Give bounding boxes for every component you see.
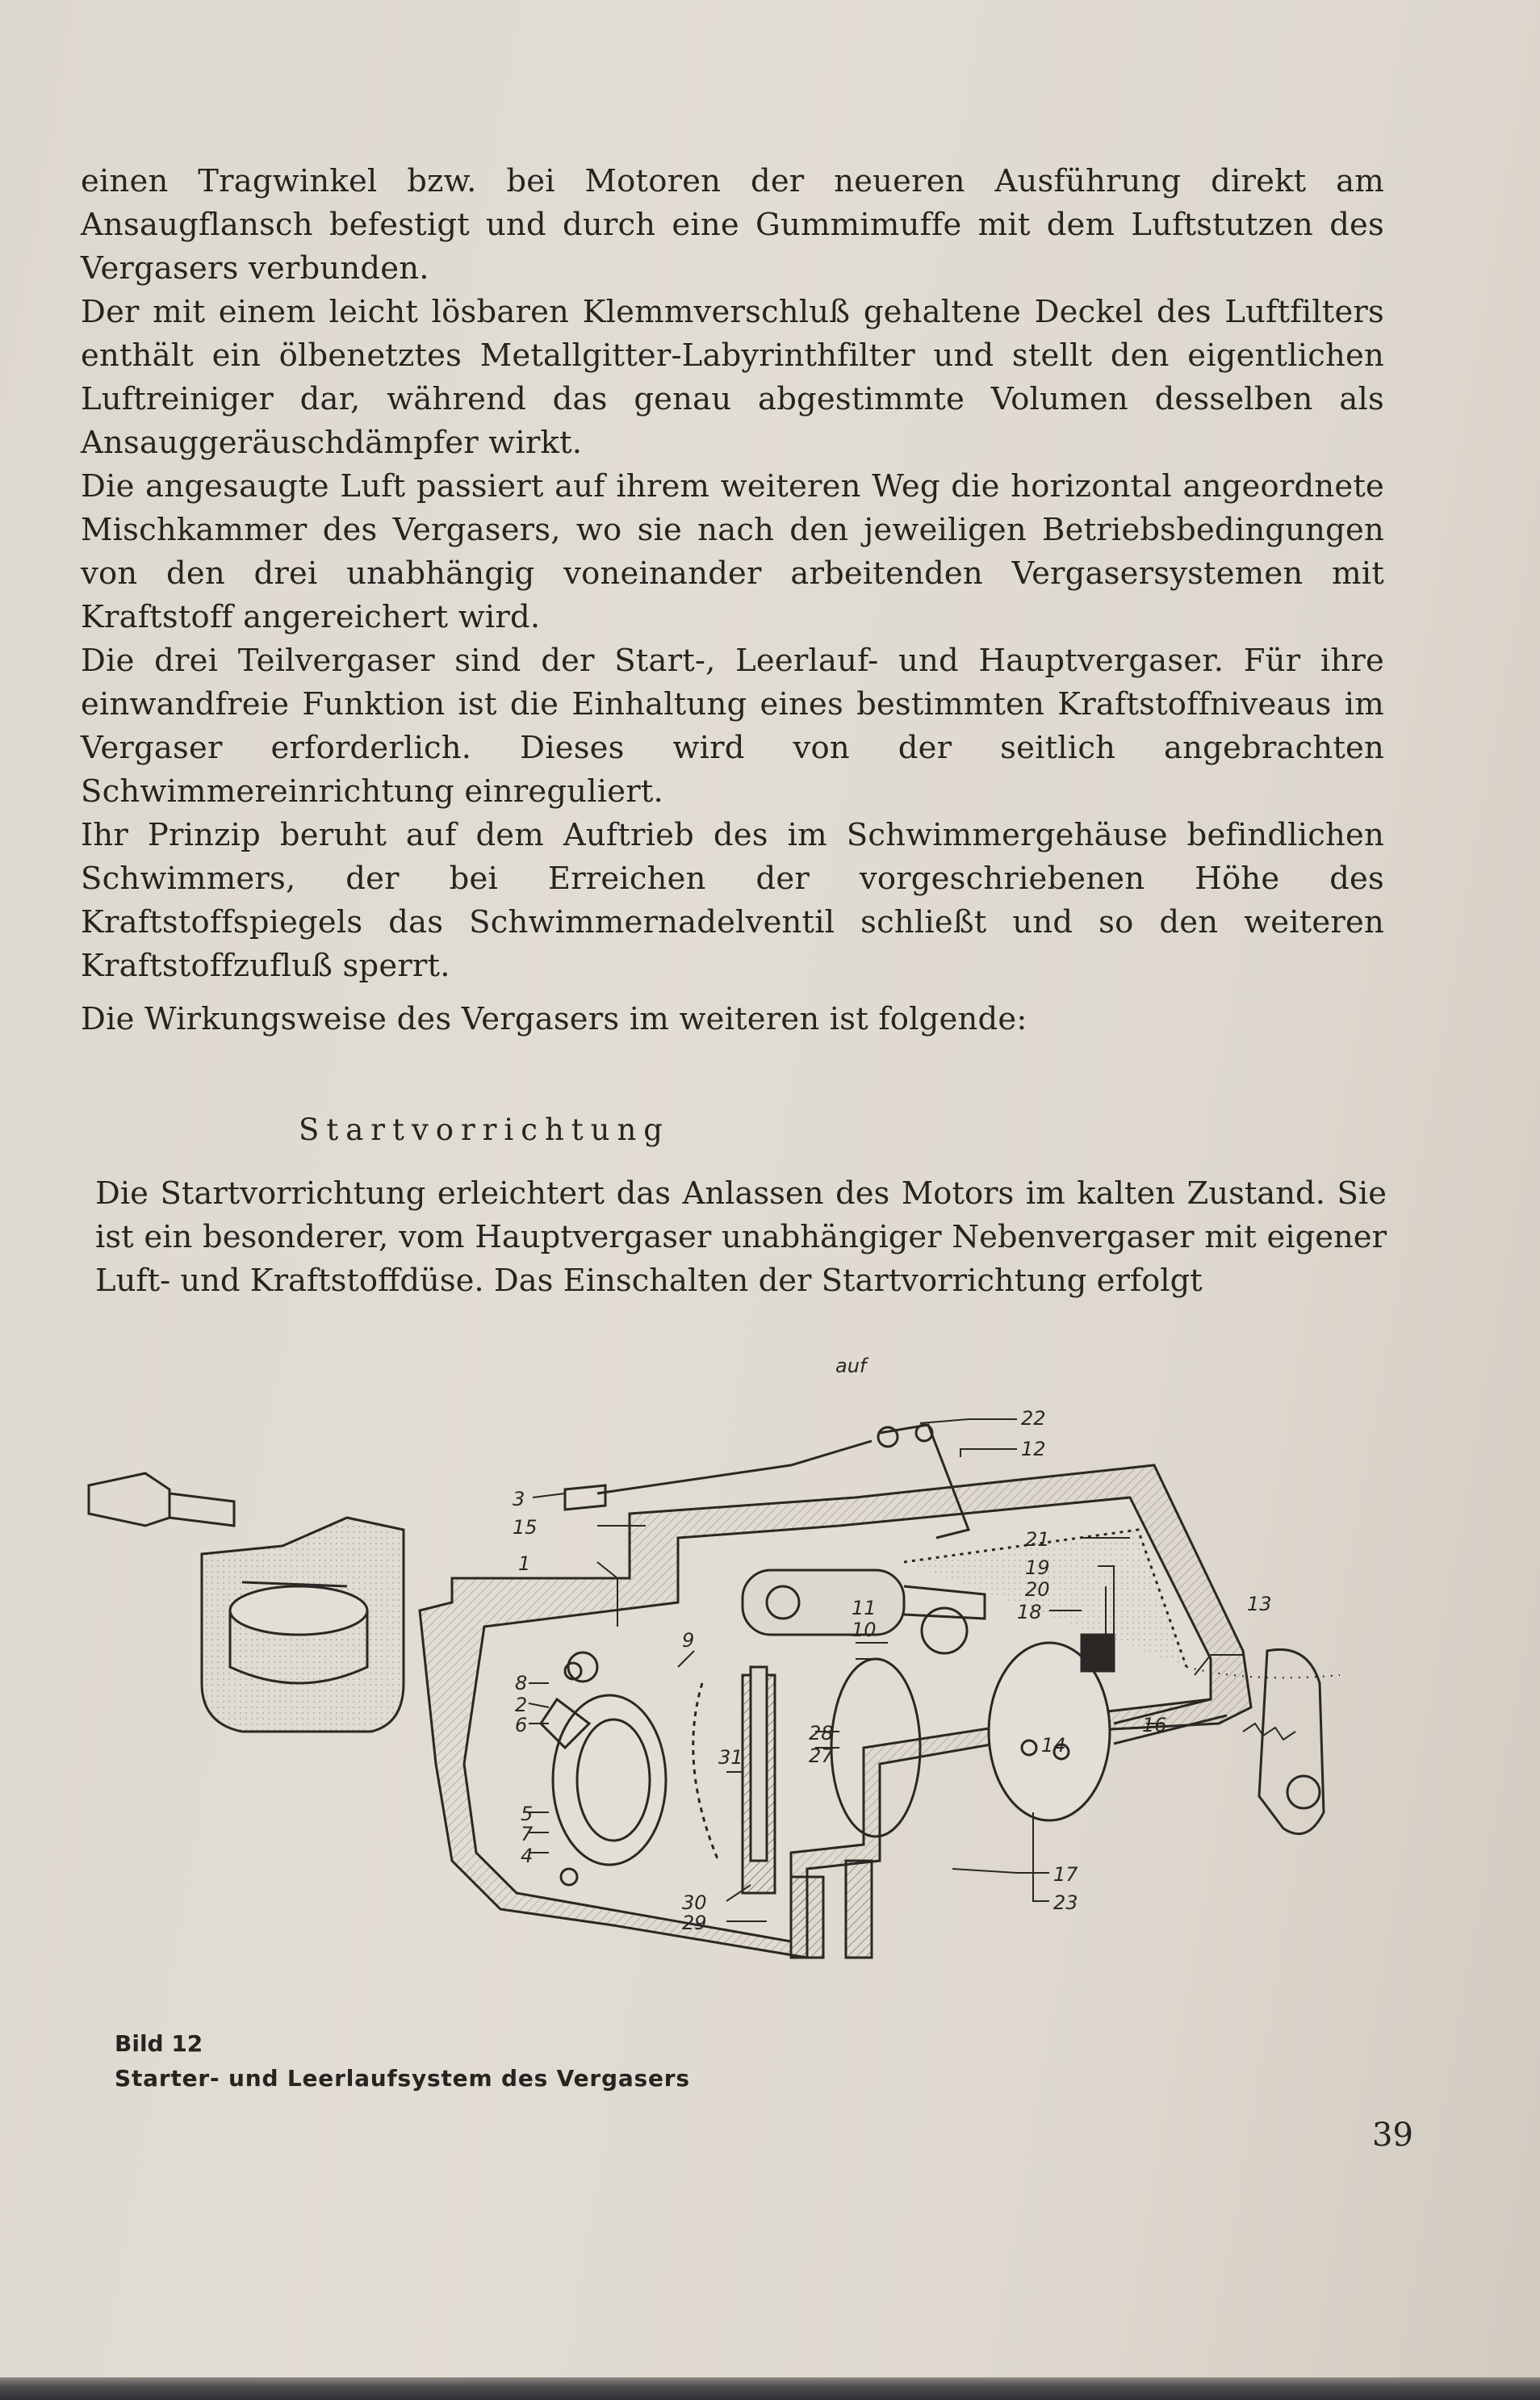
label-12: 12 <box>1021 1438 1046 1460</box>
paragraph-operation-intro: Die Wirkungsweise des Vergasers im weiteren ist folgende: <box>81 1001 1027 1037</box>
body-text <box>81 160 1384 1041</box>
label-29: 29 <box>682 1912 707 1934</box>
label-28: 28 <box>809 1722 834 1745</box>
label-5: 5 <box>521 1803 534 1825</box>
label-2: 2 <box>515 1694 528 1716</box>
label-22: 22 <box>1021 1407 1046 1430</box>
label-19: 19 <box>1025 1556 1050 1579</box>
label-7: 7 <box>521 1823 534 1845</box>
label-31: 31 <box>718 1746 743 1769</box>
label-1: 1 <box>518 1552 531 1575</box>
label-8: 8 <box>515 1672 528 1694</box>
section-heading: Startvorrichtung <box>299 1112 670 1147</box>
page-bottom-edge <box>0 2377 1540 2400</box>
label-18: 18 <box>1017 1601 1042 1623</box>
label-auf: auf <box>835 1355 867 1377</box>
label-6: 6 <box>515 1714 528 1736</box>
starter-cable <box>597 1441 872 1493</box>
paragraph-float-principle: Ihr Prinzip beruht auf dem Auftrieb des im Schwimmergehäuse befindlichen Schwimmers, der bei Erreichen der vorgeschriebenen Höhe des Kraftstoffspiegels das Schwimmernadelventil schließt und so den weiteren Kraftstoffzufluß sperrt. <box>81 817 1384 984</box>
carburetor-diagram <box>81 1344 1388 2087</box>
label-30: 30 <box>682 1891 707 1914</box>
label-11: 11 <box>852 1597 877 1619</box>
label-23: 23 <box>1053 1891 1078 1914</box>
label-21: 21 <box>1025 1528 1050 1551</box>
label-9: 9 <box>682 1629 695 1652</box>
label-10: 10 <box>852 1619 877 1641</box>
label-4: 4 <box>521 1845 534 1867</box>
paragraph-mixing-chamber: Die angesaugte Luft passiert auf ihrem weiteren Weg die horizontal angeordnete Mischkammer des Vergasers, wo sie nach den jeweiligen Betriebsbedingungen von den drei unabhängig voneinander arbeitenden Vergasersystemen mit Kraftstoff angereichert wird. <box>81 468 1384 635</box>
label-14: 14 <box>1041 1734 1066 1757</box>
figure-caption: Starter- und Leerlaufsystem des Vergasers <box>115 2065 690 2092</box>
label-13: 13 <box>1247 1593 1272 1615</box>
paragraph-three-carburetors: Die drei Teilvergaser sind der Start-, Leerlauf- und Hauptvergaser. Für ihre einwandfreie Funktion ist die Einhaltung eines bestimmten Kraftstoffniveaus im Vergaser erforderlich. Dieses wird von der seitlich angebrachten Schwimmereinrichtung einreguliert. <box>81 643 1384 810</box>
label-15: 15 <box>513 1516 538 1539</box>
fuel-inlet-fitting <box>89 1473 169 1526</box>
label-20: 20 <box>1025 1578 1050 1601</box>
paragraph-air-filter-mount: einen Tragwinkel bzw. bei Motoren der neueren Ausführung direkt am Ansaugflansch befestigt und durch eine Gummimuffe mit dem Luftstutzen des Vergasers verbunden. <box>81 163 1384 287</box>
page-number: 39 <box>1372 2117 1413 2154</box>
paragraph-start-device: Die Startvorrichtung erleichtert das Anlassen des Motors im kalten Zustand. Sie ist ein besonderer, vom Hauptvergaser unabhängiger Nebenvergaser mit eigener Luft- und Kraftstoffdüse. Das Einschalten der Startvorrichtung erfolgt <box>95 1175 1387 1299</box>
label-3: 3 <box>513 1488 525 1510</box>
label-16: 16 <box>1142 1714 1167 1736</box>
label-17: 17 <box>1053 1863 1078 1886</box>
carburetor-drawing <box>81 1344 1388 2087</box>
label-27: 27 <box>809 1745 834 1767</box>
paragraph-filter-cover: Der mit einem leicht lösbaren Klemmverschluß gehaltene Deckel des Luftfilters enthält ein ölbenetztes Metallgitter-Labyrinthfilter und stellt den eigentlichen Luftreiniger dar, während das genau abgestimmte Volumen desselben als Ansauggeräuschdämpfer wirkt. <box>81 294 1384 461</box>
figure-number: Bild 12 <box>115 2030 203 2057</box>
